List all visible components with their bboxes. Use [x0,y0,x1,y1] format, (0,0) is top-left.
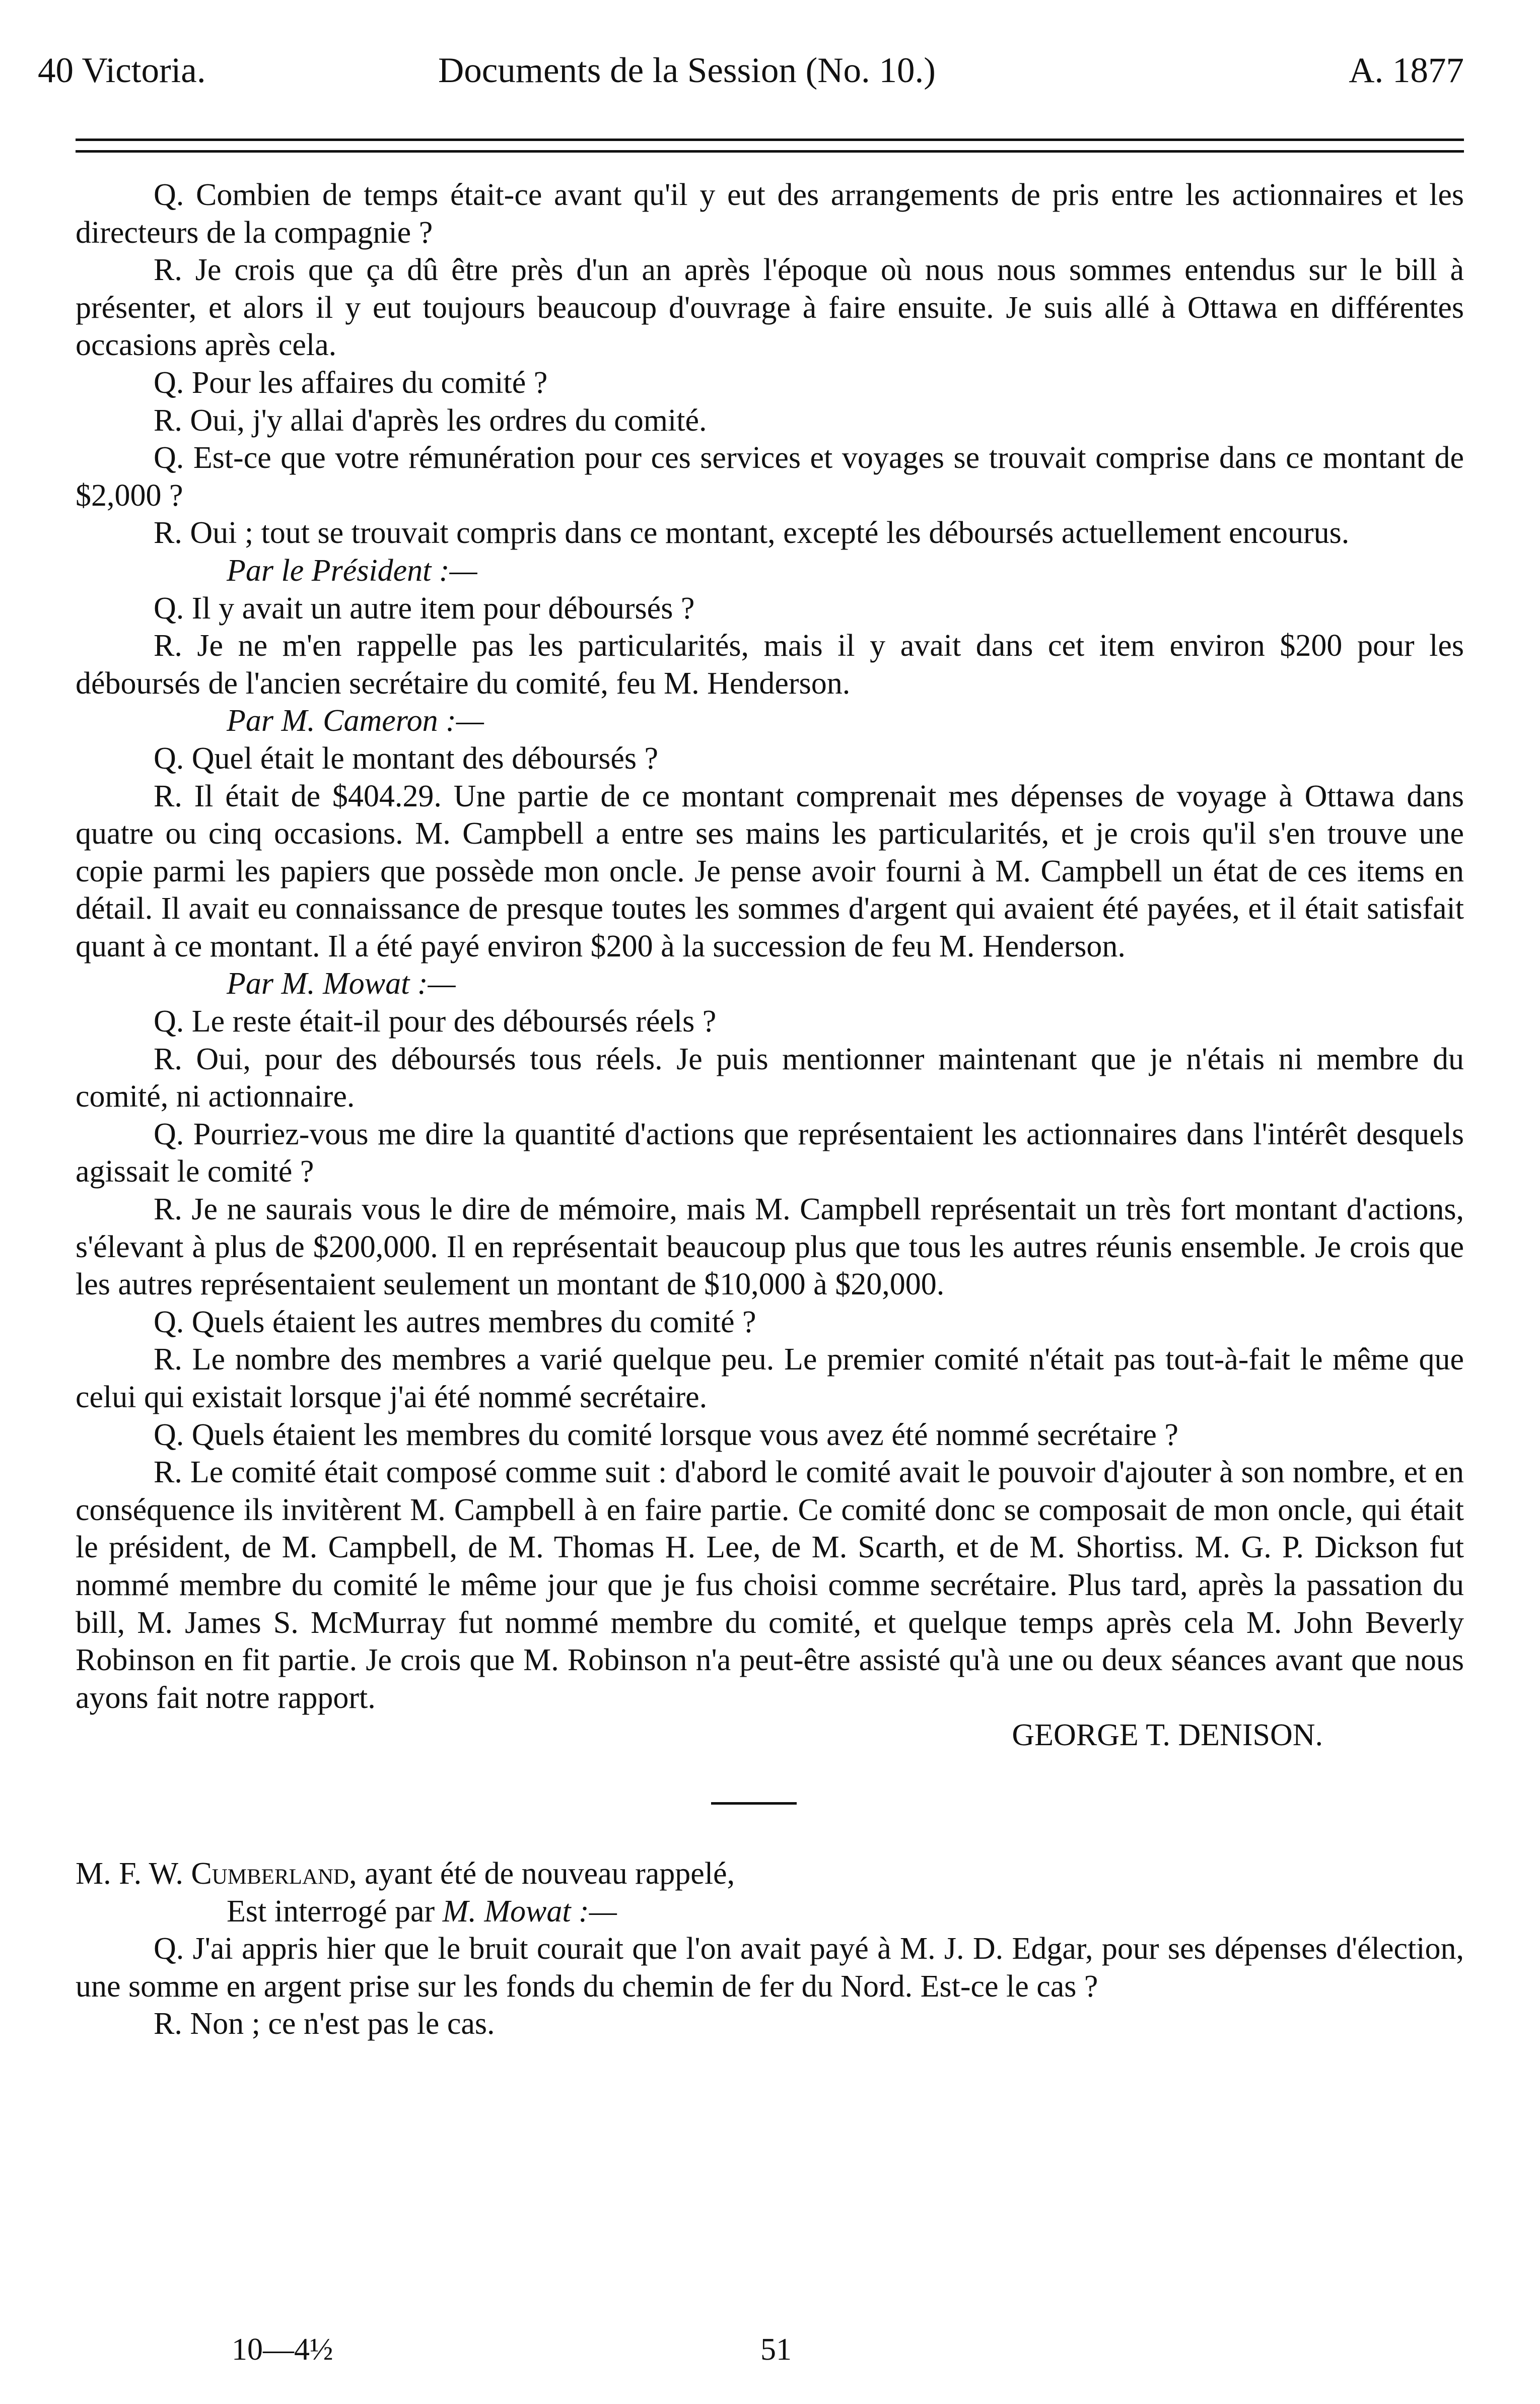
witness-title: M. F. W. [76,1856,191,1891]
header-document-title: Documents de la Session (No. 10.) [438,51,936,90]
page-body [76,176,1464,2043]
examiner-name: M. Mowat :— [442,1894,617,1929]
examiner-heading-mowat: Par M. Mowat :— [227,967,456,1001]
answer-paragraph: R. Oui ; tout se trouvait compris dans ce montant, excepté les déboursés actuellement encourus. [154,516,1350,551]
witness-name: Cumberland [191,1856,349,1891]
running-header [38,45,1464,96]
examination-heading [76,1893,1464,1931]
question-paragraph: Q. Pour les affaires du comité ? [154,365,548,400]
answer-paragraph: R. Oui, j'y allai d'après les ordres du comité. [154,403,707,438]
question-paragraph: Q. Pourriez-vous me dire la quantité d'actions que représentaient les actionnaires dans l'intérêt desquels agissait le comité ? [76,1117,1464,1189]
witness-intro [76,1855,1464,1893]
question-paragraph: Q. Est-ce que votre rémunération pour ces services et voyages se trouvait comprise dans ce montant de $2,000 ? [76,441,1464,513]
answer-paragraph: R. Non ; ce n'est pas le cas. [154,2007,495,2041]
question-paragraph: Q. J'ai appris hier que le bruit courait que l'on avait payé à M. J. D. Edgar, pour ses dépenses d'élection, une somme en argent prise sur les fonds du chemin de fer du Nord. Est-ce le cas ? [76,1932,1464,2004]
header-year: A. 1877 [1349,51,1464,90]
header-rule-top [76,139,1464,141]
answer-paragraph: R. Il était de $404.29. Une partie de ce montant comprenait mes dépenses de voyage à Ottawa dans quatre ou cinq occasions. M. Campbell a entre ses mains les particularités, et je crois qu'il s'en trouve une copie parmi les papiers que possède mon oncle. Je pense avoir fourni à M. Campbell un état de ces items en détail. Il avait eu connaissance de presque toutes les sommes d'argent qui avaient été payées, et il était satisfait quant à ce montant. Il a été payé environ $200 à la succession de feu M. Henderson. [76,779,1464,964]
page-footer [76,2329,1464,2370]
answer-paragraph: R. Le comité était composé comme suit : d'abord le comité avait le pouvoir d'ajouter à son nombre, et en conséquence ils invitèrent M. Campbell à en faire partie. Ce comité donc se composait de mon oncle, qui était le président, de M. Campbell, de M. Thomas H. Lee, de M. Scarth, et de M. Shortiss. M. G. P. Dickson fut nommé membre du comité le même jour que je fus choisi comme secrétaire. Plus tard, après la passation du bill, M. James S. McMurray fut nommé membre du comité, et quelque temps après cela M. John Beverly Robinson en fit partie. Je crois que M. Robinson n'a peut-être assisté qu'à une ou deux séances avant que nous ayons fait notre rapport. [76,1455,1464,1715]
answer-paragraph: R. Le nombre des membres a varié quelque peu. Le premier comité n'était pas tout-à-fait le même que celui qui existait lorsque j'ai été nommé secrétaire. [76,1342,1464,1414]
section-separator [711,1802,797,1805]
page-number: 51 [760,2332,792,2367]
witness-recalled-note: , ayant été de nouveau rappelé, [349,1856,735,1891]
signature-mark: 10—4½ [232,2332,333,2367]
question-paragraph: Q. Combien de temps était-ce avant qu'il y eut des arrangements de pris entre les actionnaires et les directeurs de la compagnie ? [76,178,1464,250]
answer-paragraph: R. Je ne m'en rappelle pas les particularités, mais il y avait dans cet item environ $200 pour les déboursés de l'ancien secrétaire du comité, feu M. Henderson. [76,629,1464,701]
question-paragraph: Q. Quels étaient les membres du comité lorsque vous avez été nommé secrétaire ? [154,1417,1178,1452]
examiner-heading-president: Par le Président :— [227,553,477,588]
question-paragraph: Q. Quels étaient les autres membres du comité ? [154,1304,756,1339]
answer-paragraph: R. Je crois que ça dû être près d'un an après l'époque où nous nous sommes entendus sur le bill à présenter, et alors il y eut toujours beaucoup d'ouvrage à faire ensuite. Je suis allé à Ottawa en différentes occasions après cela. [76,253,1464,363]
header-session-year: 40 Victoria. [38,51,206,90]
witness-signature: GEORGE T. DENISON. [1012,1718,1323,1753]
examiner-heading-cameron: Par M. Cameron :— [227,704,484,738]
header-rule-bottom [76,150,1464,153]
question-paragraph: Q. Quel était le montant des déboursés ? [154,741,659,776]
examined-by-label: Est interrogé par [227,1894,443,1929]
answer-paragraph: R. Je ne saurais vous le dire de mémoire, mais M. Campbell représentait un très fort montant d'actions, s'élevant à plus de $200,000. Il en représentait beaucoup plus que tous les autres réunis ensemble. Je crois que les autres représentaient seulement un montant de $10,000 à $20,000. [76,1192,1464,1302]
question-paragraph: Q. Le reste était-il pour des déboursés réels ? [154,1004,717,1039]
question-paragraph: Q. Il y avait un autre item pour déboursés ? [154,591,695,626]
answer-paragraph: R. Oui, pour des déboursés tous réels. Je puis mentionner maintenant que je n'étais ni membre du comité, ni actionnaire. [76,1042,1464,1114]
